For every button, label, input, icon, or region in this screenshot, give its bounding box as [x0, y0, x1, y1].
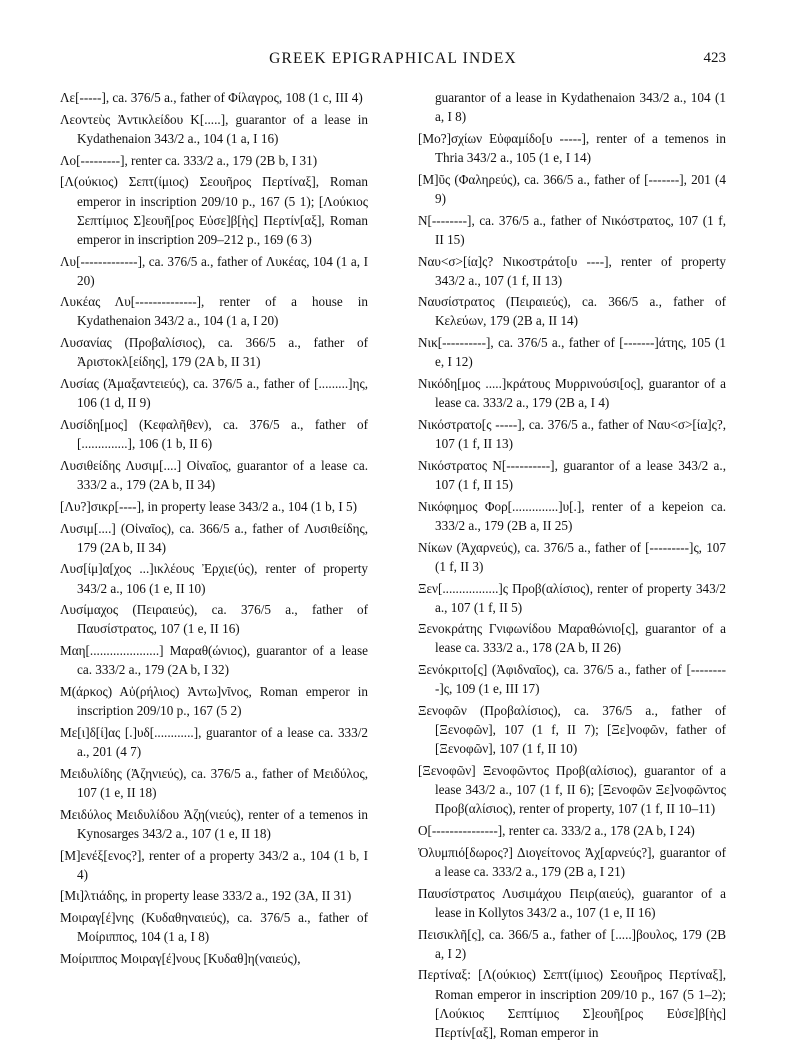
index-entry: Μοιραγ[έ]νης (Κυδαθηναιεύς), ca. 376/5 a., father of Μοίριππος, 104 (1 a, I 8): [60, 910, 368, 945]
index-entry: Μαη[.....................] Μαραθ(ώνιος), guarantor of a lease ca. 333/2 a., 179 (2A b, I 32): [60, 643, 368, 678]
index-entry: Λυσιθείδης Λυσιμ[....] Οἰναῖος, guarantor of a lease ca. 333/2 a., 179 (2A b, II 34): [60, 457, 368, 492]
index-entry: Νικόστρατο[ς -----], ca. 376/5 a., father of Ναυ<σ>[ία]ς?, 107 (1 f, II 13): [418, 417, 726, 452]
page-number: 423: [703, 50, 726, 66]
index-entry: guarantor of a lease in Kydathenaion 343/2 a., 104 (1 a, I 8): [435, 90, 726, 125]
index-entry: Ο[---------------], renter ca. 333/2 a., 178 (2A b, I 24): [418, 823, 695, 839]
index-entry: Ναυ<σ>[ία]ς? Νικοστράτο[υ ----], renter of property 343/2 a., 107 (1 f, II 13): [418, 253, 726, 288]
index-entry: Μ(άρκος) Αὐ(ρήλιος) Ἀντω]νῖνος, Roman emperor in inscription 209/10 p., 167 (5 2): [60, 684, 368, 719]
index-entry: Νικ[----------], ca. 376/5 a., father of [-------]άτης, 105 (1 e, I 12): [418, 335, 726, 370]
index-entry: Λυσ[ίμ]α[χος ...]ικλέους Ἐρχιε(ύς), renter of property 343/2 a., 106 (1 e, II 10): [60, 561, 368, 596]
index-column-left: [60, 88, 368, 971]
index-entry: [Λ(ούκιος) Σεπτ(ίμιος) Σεουῆρος Περτίναξ], Roman emperor in inscription 209/10 p., 167 (5 1); [Λούκιος Σεπτίμιος Σ]εουῆ[ρος Εὐσε]β[ὴς] Περτίν[αξ], Roman emperor in inscription 209–212 p., 169 (6 3): [60, 174, 368, 247]
index-entry: Λο[---------], renter ca. 333/2 a., 179 (2B b, I 31): [60, 152, 318, 168]
index-entry: Ὀλυμπιό[δωρος?] Διογείτονος Ἀχ[αρνεύς?], guarantor of a lease ca. 333/2 a., 179 (2B a, I 21): [418, 844, 726, 879]
index-entry: Μειδύλος Μειδυλίδου Ἀζη(νιεύς), renter of a temenos in Kynosarges 343/2 a., 107 (1 e, II 18): [60, 806, 368, 841]
index-entry: Ν[--------], ca. 376/5 a., father of Νικόστρατος, 107 (1 f, II 15): [418, 212, 726, 247]
index-entry: Λυσίδη[μος] (Κεφαλῆθεν), ca. 376/5 a., father of [..............], 106 (1 b, II 6): [60, 417, 368, 452]
index-entry: [Μο?]σχίων Εὐφαμίδο[υ -----], renter of a temenos in Thria 343/2 a., 105 (1 e, I 14): [418, 130, 726, 165]
index-entry: Ναυσίστρατος (Πειραιεύς), ca. 366/5 a., father of Κελεύων, 179 (2B a, II 14): [418, 294, 726, 329]
index-column-right: [418, 88, 726, 1045]
running-header: [60, 50, 726, 70]
index-entry: Ξενόκριτο[ς] (Ἀφιδναῖος), ca. 376/5 a., father of [---------]ς, 109 (1 e, III 17): [418, 662, 726, 697]
index-entry: Μειδυλίδης (Ἀζηνιεύς), ca. 376/5 a., father of Μειδύλος, 107 (1 e, II 18): [60, 765, 368, 800]
index-entry: Παυσίστρατος Λυσιμάχου Πειρ(αιεύς), guarantor of a lease in Kollytos 343/2 a., 107 (1 e, II 16): [418, 885, 726, 920]
index-entry: Ξεν[.................]ς Προβ(αλίσιος), renter of property 343/2 a., 107 (1 f, II 5): [418, 580, 726, 615]
index-entry: Ξενοκράτης Γνιφωνίδου Μαραθώνιο[ς], guarantor of a lease ca. 333/2 a., 178 (2A b, II 26): [418, 621, 726, 656]
index-entry: Μοίριππος Μοιραγ[έ]νους [Κυδαθ]η(ναιεύς),: [60, 951, 301, 967]
index-entry: Λυκέας Λυ[--------------], renter of a house in Kydathenaion 343/2 a., 104 (1 a, I 20): [60, 294, 368, 329]
index-entry: Λε[-----], ca. 376/5 a., father of Φίλαγρος, 108 (1 c, III 4): [60, 90, 363, 105]
index-entry: Ξενοφῶν (Προβαλίσιος), ca. 376/5 a., father of [Ξενοφῶν], 107 (1 f, II 7); [Ξε]νοφῶν, father of [Ξενοφῶν], 107 (1 f, II 10): [418, 703, 726, 757]
index-entry: Πεισικλῆ[ς], ca. 366/5 a., father of [.....]βουλος, 179 (2B a, I 2): [418, 926, 726, 961]
index-entry: Νίκων (Ἀχαρνεύς), ca. 376/5 a., father of [---------]ς, 107 (1 f, II 3): [418, 539, 726, 574]
index-entry: Λυ[-------------], ca. 376/5 a., father of Λυκέας, 104 (1 a, I 20): [60, 253, 368, 288]
index-entry: Λυσίμαχος (Πειραιεύς), ca. 376/5 a., father of Παυσίστρατος, 107 (1 e, II 16): [60, 602, 368, 637]
index-entry: Περτίναξ: [Λ(ούκιος) Σεπτ(ίμιος) Σεουῆρος Περτίναξ], Roman emperor in inscription 209/10 p., 167 (5 1–2); [Λούκιος Σεπτίμιος Σ]εουῆ[ρος Εὐσε]β[ὴς] Περτίν[αξ], Roman emperor in: [418, 967, 726, 1040]
running-title: GREEK EPIGRAPHICAL INDEX: [269, 50, 517, 67]
index-entry: Νικόδη[μος .....]κράτους Μυρρινούσι[ος], guarantor of a lease ca. 333/2 a., 179 (2B a, I 4): [418, 376, 726, 411]
index-entry: [Μι]λτιάδης, in property lease 333/2 a., 192 (3A, II 31): [60, 888, 352, 904]
index-entry: [Μ]ῦς (Φαληρεύς), ca. 366/5 a., father of [-------], 201 (4 9): [418, 171, 726, 206]
index-entry: Λυσανίας (Προβαλίσιος), ca. 366/5 a., father of Ἀριστοκλ[είδης], 179 (2A b, II 31): [60, 335, 368, 370]
index-entry: [Λυ?]σικρ[----], in property lease 343/2 a., 104 (1 b, I 5): [60, 498, 358, 514]
index-entry: [Μ]ενέξ[ενος?], renter of a property 343/2 a., 104 (1 b, I 4): [60, 847, 368, 882]
index-entry: [Ξενοφῶν] Ξενοφῶντος Προβ(αλίσιος), guarantor of a lease 343/2 a., 107 (1 f, II 6); [Ξενοφῶν Ξε]νοφῶντος Προβ(αλίσιος), renter of property, 107 (1 f, II 10–11): [418, 763, 726, 817]
index-entry: Νικόφημος Φορ[..............]υ[.], renter of a kepeion ca. 333/2 a., 179 (2B a, II 25): [418, 498, 726, 533]
index-entry: Λεοντεὺς Ἀντικλείδου Κ[.....], guarantor of a lease in Kydathenaion 343/2 a., 104 (1 a, I 16): [60, 111, 368, 146]
index-entry: Λυσίας (Ἀμαξαντειεύς), ca. 376/5 a., father of [.........]ης, 106 (1 d, II 9): [60, 376, 368, 411]
index-entry: Νικόστρατος Ν[----------], guarantor of a lease 343/2 a., 107 (1 f, II 15): [418, 457, 726, 492]
index-entry: Με[ι]δ[ί]ας [.]υδ[............], guarantor of a lease ca. 333/2 a., 201 (4 7): [60, 724, 368, 759]
index-entry: Λυσιμ[....] (Οἰναῖος), ca. 366/5 a., father of Λυσιθείδης, 179 (2A b, II 34): [60, 520, 368, 555]
